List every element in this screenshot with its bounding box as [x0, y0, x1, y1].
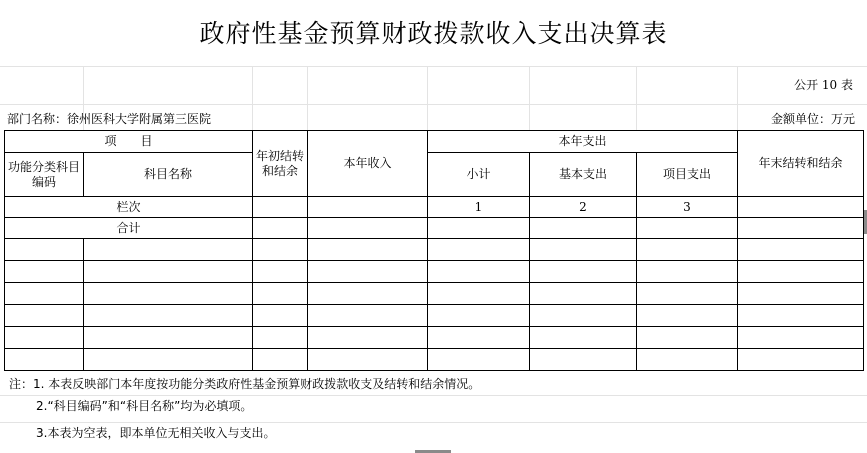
- header-project-expenditure: 项目支出: [637, 153, 738, 197]
- header-current-income: 本年收入: [308, 131, 428, 197]
- gridline: [636, 66, 637, 130]
- final-accounts-table: [4, 130, 864, 371]
- total-label: 合计: [5, 218, 253, 239]
- header-item: 项 目: [5, 131, 253, 153]
- table-row: [5, 305, 864, 327]
- column-number: 3: [637, 197, 738, 218]
- header-function-code: 功能分类科目编码: [5, 153, 84, 197]
- table-row: [5, 197, 864, 218]
- header-opening-balance: 年初结转和结余: [253, 131, 308, 197]
- header-subject-name: 科目名称: [84, 153, 253, 197]
- amount-unit: 金额单位：万元: [770, 112, 855, 126]
- header-basic-expenditure: 基本支出: [530, 153, 637, 197]
- table-row: [5, 283, 864, 305]
- table-row: [5, 349, 864, 371]
- note-2: 2.“科目编码”和“科目名称”均为必填项。: [36, 399, 253, 413]
- form-code: 公开 10 表: [794, 78, 853, 92]
- header-current-expenditure: 本年支出: [428, 131, 738, 153]
- header-subtotal: 小计: [428, 153, 530, 197]
- table-row: [5, 327, 864, 349]
- note-1: 注：1. 本表反映部门本年度按功能分类政府性基金预算财政拨款收支及结转和结余情况。: [9, 377, 481, 391]
- column-index-label: 栏次: [5, 197, 253, 218]
- table-row: [5, 239, 864, 261]
- table-row: [5, 218, 864, 239]
- report-title: 政府性基金预算财政拨款收入支出决算表: [199, 19, 668, 48]
- column-number: 2: [530, 197, 637, 218]
- column-number: 1: [428, 197, 530, 218]
- gridline: [252, 66, 253, 130]
- note-3: 3.本表为空表，即本单位无相关收入与支出。: [36, 426, 276, 440]
- gridline: [737, 66, 738, 130]
- header-closing-balance: 年末结转和结余: [738, 131, 864, 197]
- table-row: [5, 261, 864, 283]
- gridline: [307, 66, 308, 130]
- gridline: [427, 66, 428, 130]
- gridline: [529, 66, 530, 130]
- department-name: 部门名称：徐州医科大学附属第三医院: [7, 112, 212, 126]
- notes-section: [9, 373, 480, 444]
